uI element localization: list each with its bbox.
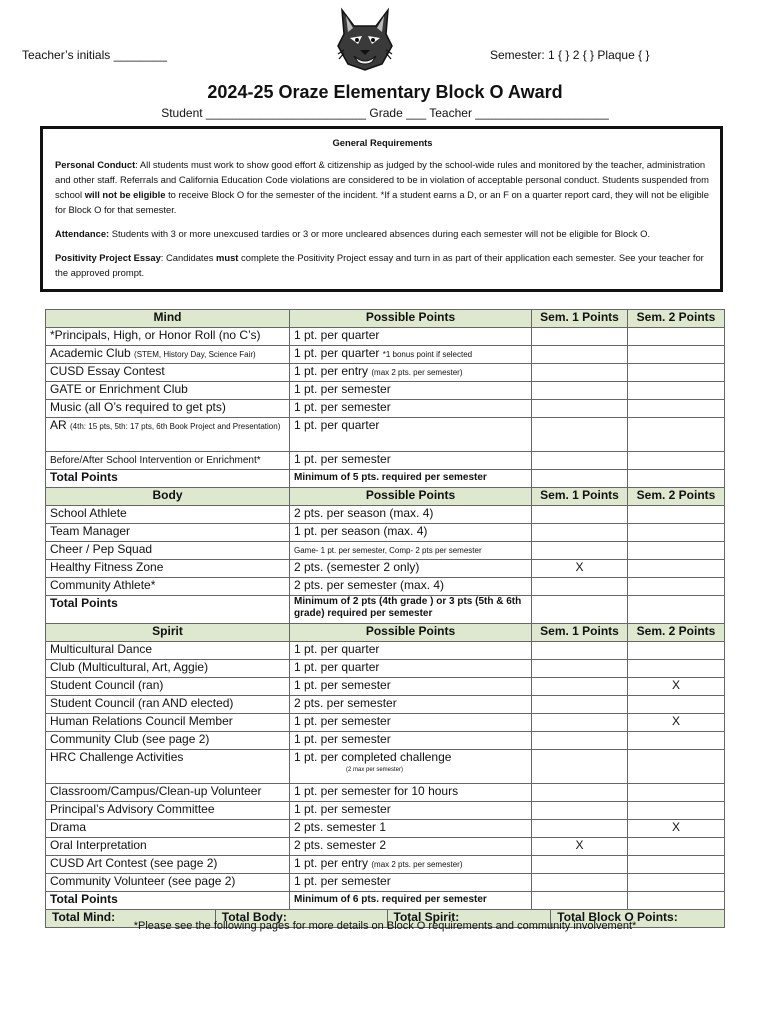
sem1-cell [532, 542, 628, 560]
table-row [46, 364, 725, 382]
activity-cell: AR (4th: 15 pts, 5th: 17 pts, 6th Book Project and Presentation) [46, 418, 290, 452]
table-row [46, 328, 725, 346]
activity-cell: GATE or Enrichment Club [46, 382, 290, 400]
table-row [46, 802, 725, 820]
activity-cell: Classroom/Campus/Clean-up Volunteer [46, 784, 290, 802]
sem2-cell [628, 418, 725, 452]
spirit-heading: Spirit [46, 624, 290, 642]
sem1-cell: X [532, 560, 628, 578]
sem2-cell: X [628, 714, 725, 732]
table-row [46, 346, 725, 364]
sem2-cell [628, 750, 725, 784]
sem1-cell [532, 696, 628, 714]
sem1-cell [532, 856, 628, 874]
body-total-row [46, 596, 725, 624]
activity-cell: Student Council (ran AND elected) [46, 696, 290, 714]
activity-cell: School Athlete [46, 506, 290, 524]
sem1-cell [532, 714, 628, 732]
bobcat-mascot-logo [336, 6, 394, 72]
total-label: Total Points [46, 470, 290, 488]
activity-cell: Music (all O’s required to get pts) [46, 400, 290, 418]
sem1-cell [532, 328, 628, 346]
total-mind: Total Mind: [46, 910, 216, 927]
sem2-cell [628, 382, 725, 400]
sem1-cell [532, 642, 628, 660]
sem1-cell [532, 784, 628, 802]
points-cell: 1 pt. per entry (max 2 pts. per semester) [290, 856, 532, 874]
sem1-cell [532, 524, 628, 542]
sem1-header: Sem. 1 Points [532, 624, 628, 642]
spirit-total-row [46, 892, 725, 910]
sem2-cell: X [628, 820, 725, 838]
sem2-cell [628, 542, 725, 560]
table-row [46, 856, 725, 874]
sem2-cell [628, 732, 725, 750]
points-cell: 2 pts. per semester (max. 4) [290, 578, 532, 596]
sem1-header: Sem. 1 Points [532, 488, 628, 506]
activity-cell: Community Club (see page 2) [46, 732, 290, 750]
mind-heading: Mind [46, 310, 290, 328]
points-cell: 1 pt. per semester [290, 678, 532, 696]
activity-cell: Team Manager [46, 524, 290, 542]
page-title: 2024-25 Oraze Elementary Block O Award [207, 82, 563, 102]
table-row [46, 714, 725, 732]
sem2-header: Sem. 2 Points [628, 488, 725, 506]
activity-cell: CUSD Art Contest (see page 2) [46, 856, 290, 874]
activity-cell: CUSD Essay Contest [46, 364, 290, 382]
points-cell: 2 pts. semester 2 [290, 838, 532, 856]
activity-cell: Community Volunteer (see page 2) [46, 874, 290, 892]
points-cell: 1 pt. per semester [290, 382, 532, 400]
total-requirement: Minimum of 2 pts (4th grade ) or 3 pts (5th & 6th grade) required per semester [290, 596, 532, 624]
activity-cell: Student Council (ran) [46, 678, 290, 696]
sem1-cell [532, 578, 628, 596]
table-row [46, 660, 725, 678]
points-cell: 1 pt. per semester [290, 400, 532, 418]
table-row [46, 820, 725, 838]
sem1-cell [532, 470, 628, 488]
spirit-section-header [46, 624, 725, 642]
sem2-cell [628, 364, 725, 382]
sem2-cell [628, 696, 725, 714]
sem2-cell [628, 660, 725, 678]
points-table [45, 309, 725, 928]
points-cell: 2 pts. per season (max. 4) [290, 506, 532, 524]
sem2-cell [628, 328, 725, 346]
total-label: Total Points [46, 892, 290, 910]
mind-total-row [46, 470, 725, 488]
sem1-cell [532, 382, 628, 400]
sem1-header: Sem. 1 Points [532, 310, 628, 328]
possible-points-header: Possible Points [290, 624, 532, 642]
points-cell: 2 pts. (semester 2 only) [290, 560, 532, 578]
table-row [46, 838, 725, 856]
points-cell: 1 pt. per completed challenge (2 max per semester) [290, 750, 532, 784]
points-cell: 1 pt. per quarter [290, 418, 532, 452]
sem1-cell [532, 418, 628, 452]
points-cell: 2 pts. semester 1 [290, 820, 532, 838]
points-cell: Game- 1 pt. per semester, Comp- 2 pts per semester [290, 542, 532, 560]
sem2-cell [628, 892, 725, 910]
points-cell: 2 pts. per semester [290, 696, 532, 714]
total-body: Total Body: [216, 910, 388, 927]
points-cell: 1 pt. per semester [290, 452, 532, 470]
sem1-cell [532, 874, 628, 892]
sem2-cell [628, 578, 725, 596]
points-cell: 1 pt. per quarter [290, 642, 532, 660]
points-cell: 1 pt. per semester [290, 802, 532, 820]
table-row [46, 382, 725, 400]
points-cell: 1 pt. per semester [290, 714, 532, 732]
activity-cell: Club (Multicultural, Art, Aggie) [46, 660, 290, 678]
sem2-cell: X [628, 678, 725, 696]
activity-cell: Cheer / Pep Squad [46, 542, 290, 560]
points-note: (2 max per semester) [346, 767, 404, 773]
table-row [46, 542, 725, 560]
points-cell: 1 pt. per season (max. 4) [290, 524, 532, 542]
sem2-cell [628, 838, 725, 856]
sem2-cell [628, 784, 725, 802]
sem2-cell [628, 856, 725, 874]
table-row [46, 678, 725, 696]
points-cell: 1 pt. per entry (max 2 pts. per semester) [290, 364, 532, 382]
semester-selector: Semester: 1 { } 2 { } Plaque { } [490, 48, 650, 62]
requirements-title: General Requirements [332, 137, 433, 148]
table-row [46, 452, 725, 470]
sem1-cell [532, 802, 628, 820]
body-section-header [46, 488, 725, 506]
table-row [46, 750, 725, 784]
footnote: *Please see the following pages for more details on Block O requirements and community involvement* [133, 920, 637, 932]
table-row [46, 642, 725, 660]
body-heading: Body [46, 488, 290, 506]
sem1-cell [532, 678, 628, 696]
activity-cell: HRC Challenge Activities [46, 750, 290, 784]
personal-conduct-paragraph: Personal Conduct: All students must work to show good effort & citizenship as judged by the school-wide rules and monitored by the teacher, administration and other staff. Referrals and California Education Code violations are considered to be in violation of acceptable personal conduct. Students suspended from school will not be eligible to receive Block O for the semester of the incident. *If a student earns a D, or an F on a quarter report card, they will not be eligible for Block O for that semester. [55, 159, 709, 215]
table-row [46, 506, 725, 524]
sem2-cell [628, 642, 725, 660]
teacher-initials: Teacher’s initials ________ [22, 48, 167, 62]
possible-points-header: Possible Points [290, 310, 532, 328]
student-grade-teacher-line: Student ________________________ Grade ___ Teacher ____________________ [161, 106, 609, 120]
activity-cell: Academic Club (STEM, History Day, Science Fair) [46, 346, 290, 364]
attendance-paragraph: Attendance: Students with 3 or more unexcused tardies or 3 or more uncleared absences during each semester will not be eligible for Block O. [55, 228, 651, 239]
sem1-cell [532, 750, 628, 784]
sem2-cell [628, 470, 725, 488]
sem1-cell [532, 732, 628, 750]
total-requirement: Minimum of 6 pts. required per semester [290, 892, 532, 910]
sem2-header: Sem. 2 Points [628, 310, 725, 328]
activity-cell: Human Relations Council Member [46, 714, 290, 732]
essay-paragraph: Positivity Project Essay: Candidates must complete the Positivity Project essay and turn in as part of their application each semester. See your teacher for the approved prompt. [55, 252, 704, 278]
sem1-cell [532, 596, 628, 624]
sem2-cell [628, 802, 725, 820]
total-label: Total Points [46, 596, 290, 624]
points-cell: 1 pt. per semester [290, 732, 532, 750]
sem2-header: Sem. 2 Points [628, 624, 725, 642]
sem1-cell [532, 506, 628, 524]
activity-cell: Before/After School Intervention or Enrichment* [46, 452, 290, 470]
sem2-cell [628, 874, 725, 892]
sem2-cell [628, 524, 725, 542]
sem1-cell [532, 892, 628, 910]
sem1-cell [532, 346, 628, 364]
total-block: Total Block O Points: [557, 910, 678, 924]
sem1-cell [532, 452, 628, 470]
table-row [46, 696, 725, 714]
sem2-cell [628, 560, 725, 578]
table-row [46, 524, 725, 542]
activity-cell: Community Athlete* [46, 578, 290, 596]
points-cell: 1 pt. per quarter [290, 660, 532, 678]
table-row [46, 874, 725, 892]
activity-cell: Principal’s Advisory Committee [46, 802, 290, 820]
table-row [46, 560, 725, 578]
points-cell: 1 pt. per quarter *1 bonus point if selected [290, 346, 532, 364]
sem2-cell [628, 452, 725, 470]
sem2-cell [628, 346, 725, 364]
possible-points-header: Possible Points [290, 488, 532, 506]
points-cell: 1 pt. per semester for 10 hours [290, 784, 532, 802]
sem1-cell [532, 820, 628, 838]
activity-cell: Drama [46, 820, 290, 838]
table-row [46, 418, 725, 452]
sem1-cell: X [532, 838, 628, 856]
sem1-cell [532, 400, 628, 418]
table-row [46, 578, 725, 596]
sem1-cell [532, 364, 628, 382]
table-row [46, 784, 725, 802]
activity-cell: Multicultural Dance [46, 642, 290, 660]
sem2-cell [628, 596, 725, 624]
table-row [46, 400, 725, 418]
mind-section-header [46, 310, 725, 328]
sem2-cell [628, 400, 725, 418]
activity-cell: Oral Interpretation [46, 838, 290, 856]
table-row [46, 732, 725, 750]
points-cell: 1 pt. per quarter [290, 328, 532, 346]
sem2-cell [628, 506, 725, 524]
sem1-cell [532, 660, 628, 678]
activity-cell: Healthy Fitness Zone [46, 560, 290, 578]
total-spirit: Total Spirit: [388, 910, 552, 927]
activity-cell: *Principals, High, or Honor Roll (no C’s) [46, 328, 290, 346]
total-requirement: Minimum of 5 pts. required per semester [290, 470, 532, 488]
points-cell: 1 pt. per semester [290, 874, 532, 892]
general-requirements-box [40, 126, 723, 292]
